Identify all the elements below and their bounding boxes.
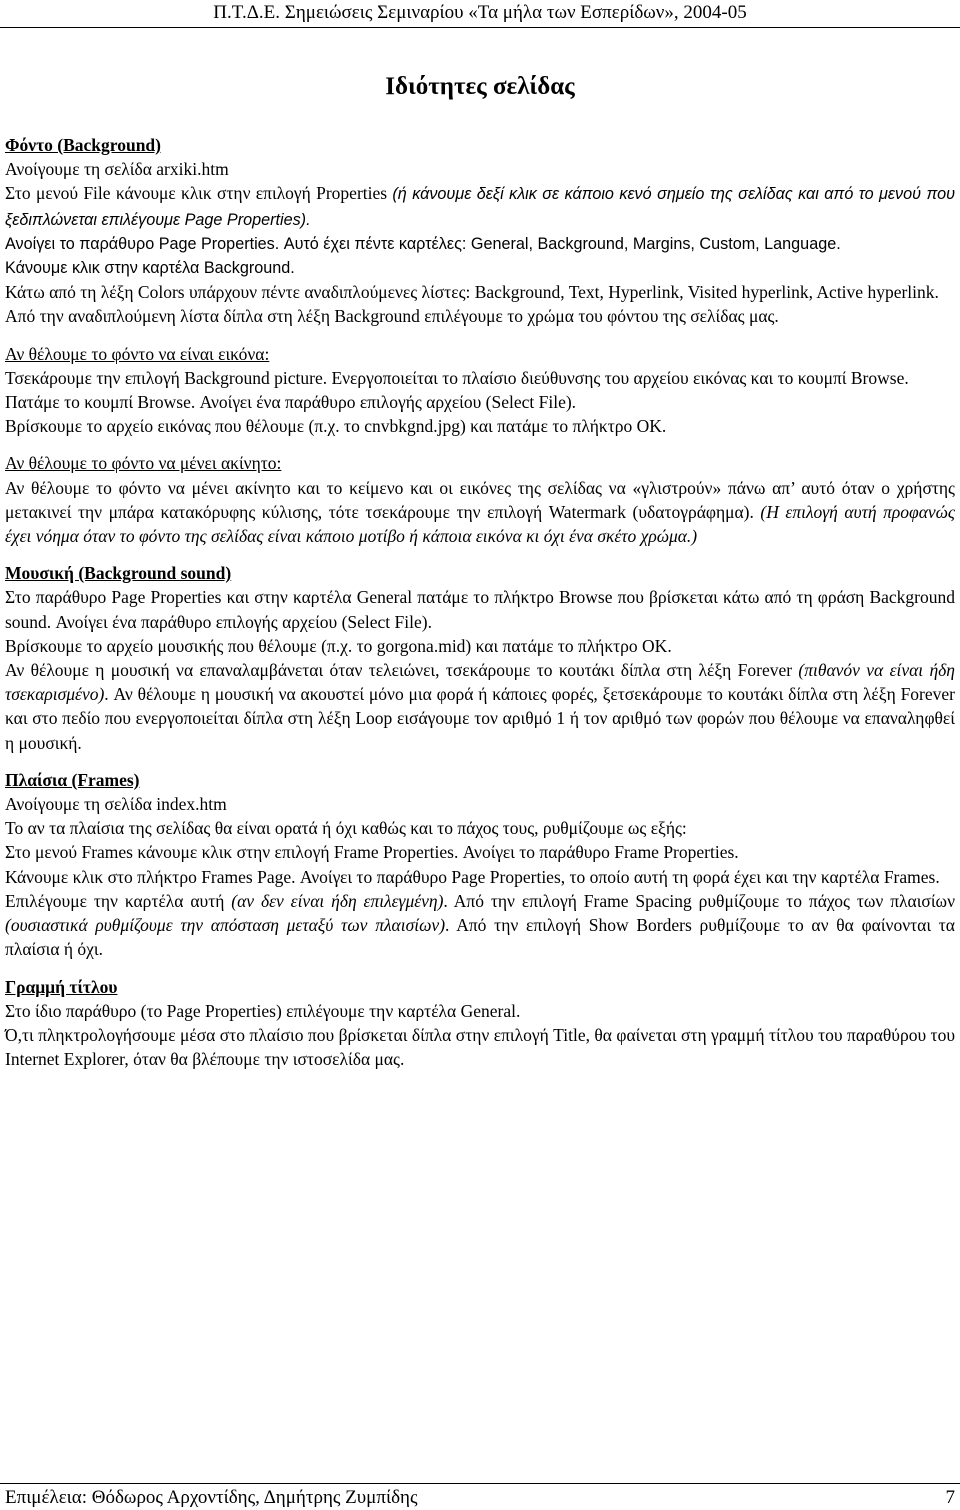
paragraph: Ανοίγουμε τη σελίδα index.htm (5, 794, 227, 815)
paragraph: Στο ίδιο παράθυρο (το Page Properties) επιλέγουμε την καρτέλα General. (5, 1000, 521, 1021)
text-run: . Από την επιλογή Show Borders ρυθμίζουμε το αν θα φαίνονται τα πλαίσια ή όχι. (5, 915, 955, 960)
page-number: 7 (945, 1487, 955, 1508)
paragraph: Στο παράθυρο Page Properties και στην καρτέλα General πατάμε το πλήκτρο Browse που βρίσκεται κάτω από τη φράση Background sound. Ανοίγει ένα παράθυρο επιλογής αρχείου (Select File). (5, 587, 955, 632)
text-run-italic: (ουσιαστικά ρυθμίζουμε την απόσταση μεταξύ των πλαισίων) (5, 915, 446, 936)
section-title-bar (5, 975, 955, 1072)
footer-credits: Επιμέλεια: Θόδωρος Αρχοντίδης, Δημήτρης Ζυμπίδης (5, 1487, 418, 1508)
paragraph: Ανοίγει το παράθυρο Page Properties. Αυτό έχει πέντε καρτέλες: General, Background, Margins, Custom, Language. (5, 234, 841, 253)
subsection-heading-bg-image: Αν θέλουμε το φόντο να είναι εικόνα: (5, 343, 270, 364)
page-title: Ιδιότητες σελίδας (385, 73, 575, 100)
section-background (5, 133, 955, 329)
paragraph: Πατάμε το κουμπί Browse. Ανοίγει ένα παράθυρο επιλογής αρχείου (Select File). (5, 392, 577, 413)
paragraph: Κάνουμε κλικ στην καρτέλα Background. (5, 259, 295, 278)
text-run-italic: (ή κάνουμε δεξί κλικ σε κάποιο κενό σημείο της σελίδας και από το μενού που ξεδιπλώνεται επιλέγουμε Page Properties). (5, 185, 955, 229)
paragraph: Στο μενού Frames κάνουμε κλικ στην επιλογή Frame Properties. Ανοίγει το παράθυρο Frame Properties. (5, 842, 739, 863)
paragraph (5, 889, 955, 962)
header-rule (0, 27, 960, 28)
text-run: Αν θέλουμε το φόντο να μένει ακίνητο και το κείμενο και οι εικόνες της σελίδας να «γλιστρούν» πάνω απ’ αυτό όταν ο χρήστης μετακινεί την μπάρα κατακόρυφης κύλισης, τότε τσεκάρουμε την επιλογή Watermark (υδατογράφημα). (5, 477, 955, 522)
text-run: Επιλέγουμε την καρτέλα αυτή (5, 890, 232, 911)
section-music (5, 561, 955, 755)
section-heading-background: Φόντο (Background) (5, 135, 161, 155)
text-run-italic: (Η επιλογή αυτή προφανώς έχει νόημα όταν το φόντο της σελίδας είναι κάποιο μοτίβο ή κάποια εικόνα κι όχι ένα σκέτο χρώμα.) (5, 501, 955, 547)
paragraph (5, 658, 955, 755)
paragraph (5, 476, 955, 549)
paragraph (5, 181, 955, 231)
document-body (5, 133, 955, 1084)
paragraph: Κάτω από τη λέξη Colors υπάρχουν πέντε αναδιπλούμενες λίστες: Background, Text, Hyperlink, Visited hyperlink, Active hyperlink. (5, 282, 939, 303)
section-frames (5, 768, 955, 962)
paragraph: Βρίσκουμε το αρχείο μουσικής που θέλουμε (π.χ. το gorgona.mid) και πατάμε το πλήκτρο ΟΚ. (5, 635, 672, 656)
paragraph: Βρίσκουμε το αρχείο εικόνας που θέλουμε (π.χ. το cnvbkgnd.jpg) και πατάμε το πλήκτρο ΟΚ. (5, 416, 667, 437)
paragraph: Ό,τι πληκτρολογήσουμε μέσα στο πλαίσιο που βρίσκεται δίπλα στην επιλογή Title, θα φαίνεται στη γραμμή τίτλου του παραθύρου του Internet Explorer, όταν θα βλέπουμε την ιστοσελίδα μας. (5, 1024, 955, 1070)
subsection-bg-fixed (5, 451, 955, 548)
text-run: . Αν θέλουμε η μουσική να ακουστεί μόνο μια φορά ή κάποιες φορές, ξετσεκάρουμε το κουτάκι δίπλα στη λέξη Forever και στο πεδίο που ενεργοποιείται δίπλα στη λέξη Loop εισάγουμε τον αριθμό 1 ή τον αριθμό των φορών που θέλουμε να επαναληφθεί η μουσική. (5, 684, 955, 753)
footer-rule (0, 1483, 960, 1484)
paragraph: Το αν τα πλαίσια της σελίδας θα είναι ορατά ή όχι καθώς και το πάχος τους, ρυθμίζουμε ως εξής: (5, 818, 687, 839)
text-run: Αν θέλουμε η μουσική να επαναλαμβάνεται όταν τελειώνει, τσεκάρουμε το κουτάκι δίπλα στη λέξη Forever (5, 660, 799, 681)
text-run-italic: (αν δεν είναι ήδη επιλεγμένη) (231, 890, 444, 911)
running-header: Π.Τ.Δ.Ε. Σημειώσεις Σεμιναρίου «Τα μήλα των Εσπερίδων», 2004-05 (213, 2, 747, 23)
paragraph: Τσεκάρουμε την επιλογή Background picture. Ενεργοποιείται το πλαίσιο διεύθυνσης του αρχείου εικόνας και το κουμπί Browse. (5, 367, 909, 388)
paragraph: Κάνουμε κλικ στο πλήκτρο Frames Page. Ανοίγει το παράθυρο Page Properties, το οποίο αυτή τη φορά έχει και την καρτέλα Frames. (5, 866, 940, 887)
text-run: Στο μενού File κάνουμε κλικ στην επιλογή Properties (5, 183, 393, 204)
paragraph: Ανοίγουμε τη σελίδα arxiki.htm (5, 159, 229, 180)
section-heading-frames: Πλαίσια (Frames) (5, 769, 140, 790)
subsection-bg-image (5, 342, 955, 439)
text-run-italic: (πιθανόν να είναι ήδη τσεκαρισμένο) (5, 660, 955, 705)
section-heading-title-bar: Γραμμή τίτλου (5, 976, 118, 997)
text-run: . Από την επιλογή Frame Spacing ρυθμίζουμε το πάχος των πλαισίων (443, 890, 955, 911)
paragraph: Από την αναδιπλούμενη λίστα δίπλα στη λέξη Background επιλέγουμε το χρώμα του φόντου της σελίδας μας. (5, 306, 779, 327)
section-heading-music: Μουσική (Background sound) (5, 563, 232, 584)
subsection-heading-bg-fixed: Αν θέλουμε το φόντο να μένει ακίνητο: (5, 453, 282, 474)
